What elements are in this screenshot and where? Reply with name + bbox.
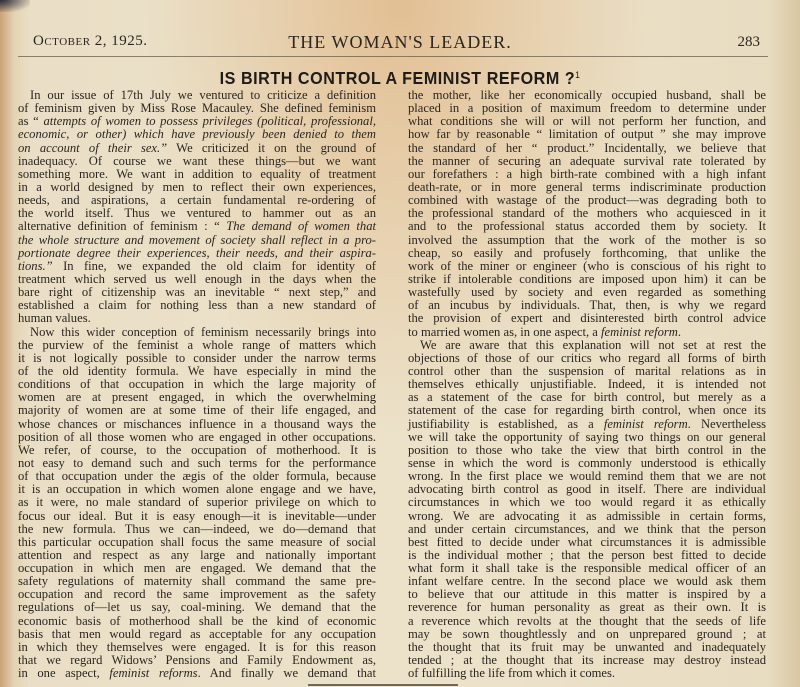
text-line: to married women as, in one aspect, a feminist reform. bbox=[408, 324, 682, 339]
page-number: 283 bbox=[737, 34, 760, 50]
text-line: wastefully used by society and even regarded as something bbox=[408, 285, 766, 300]
text-line: occupation and record the same improvement as the safety bbox=[18, 587, 376, 602]
text-line: to believe that our attitude in this matter is inspired by a bbox=[408, 587, 766, 602]
text-line: the manner of securing an adequate survival rate tolerated by bbox=[408, 153, 766, 168]
text-line: of fulfilling the life from which it comes. bbox=[408, 666, 616, 681]
text-line: and to the professional status accorded them by society. It bbox=[408, 219, 766, 234]
text-line: portionate degree their experiences, their needs, and their aspira- bbox=[18, 245, 376, 260]
text-line: majority of women are at some time of their life engaged, and bbox=[18, 403, 376, 418]
article-title-text: IS BIRTH CONTROL A FEMINIST REFORM ? bbox=[219, 68, 576, 88]
header-rule bbox=[18, 56, 768, 57]
text-line: reverence for human personality as great as their own. It is bbox=[408, 600, 766, 615]
text-line: it is an occupation in which women alone engage and we have, bbox=[18, 482, 376, 497]
text-line: it is not logically possible to consider under the narrow terms bbox=[18, 350, 376, 365]
text-line: the whole structure and movement of society shall reflect in a pro- bbox=[18, 232, 376, 247]
text-line: work of the miner or engineer (who is conscious of his right to bbox=[408, 258, 766, 273]
text-line: that we regard Widows’ Pensions and Family Endowment as, bbox=[18, 653, 376, 668]
text-line: cheap, so easily and profusely forthcoming, that unlike the bbox=[408, 245, 766, 260]
text-line: in one aspect, feminist reforms. And finally we demand that bbox=[18, 666, 376, 681]
text-line: bare right of citizenship was an inevitable “ next step,” and bbox=[18, 285, 376, 300]
text-line: our forefathers : a high birth-rate combined with a high infant bbox=[408, 166, 766, 181]
text-line: tions.” In fine, we expanded the old claim for identity of bbox=[18, 258, 376, 273]
text-line: of the old identity formula. We have especially in mind the bbox=[18, 363, 376, 378]
text-line: circumstances in which we too would regard it as ethically bbox=[408, 495, 766, 510]
right-column bbox=[408, 89, 766, 680]
issue-date: October 2, 1925. bbox=[33, 33, 148, 49]
binding-shadow bbox=[0, 0, 30, 12]
text-line: of feminism given by Miss Rose Macauley. She defined feminism bbox=[18, 101, 376, 116]
text-line: of an incubus by individuals. That, then, is why we regard bbox=[408, 298, 766, 313]
text-line: We refer, of course, to the occupation of motherhood. It is bbox=[18, 442, 376, 457]
article-title bbox=[32, 68, 768, 89]
text-line: human values. bbox=[18, 311, 91, 326]
text-line: the world itself. Thus we ventured to hammer out as an bbox=[18, 206, 376, 221]
text-line: We are aware that this explanation will not set at rest the bbox=[420, 337, 766, 352]
text-line: sense in which the word is commonly understood is ethically bbox=[408, 455, 766, 470]
text-line: this particular occupation shall focus the same measure of social bbox=[18, 534, 376, 549]
text-line: involved the assumption that the work of the mother is so bbox=[408, 232, 766, 247]
text-line: on account of their sex.” We criticized it on the ground of bbox=[18, 140, 376, 155]
text-line: as “ attempts of women to possess privileges (political, professional, bbox=[18, 114, 376, 129]
text-line: economic, or other) which have previously been denied to them bbox=[18, 127, 376, 142]
text-line: may be sown thoughtlessly and on unprepared ground ; at bbox=[408, 626, 766, 641]
text-line: justifiability is established, as a feminist reform. Nevertheless bbox=[408, 416, 766, 431]
text-line: economic basis of motherhood shall be the kind of economic bbox=[18, 613, 376, 628]
text-line: objections of those of our critics who regard all forms of birth bbox=[408, 350, 766, 365]
text-line: position to those who take the view that birth control in the bbox=[408, 442, 766, 457]
text-line: what conditions she will or will not perform her function, and bbox=[408, 114, 766, 129]
text-line: regulations of—let us say, coal-mining. We demand that the bbox=[18, 600, 376, 615]
text-line: the professional standard of the mothers who acquiesced in it bbox=[408, 206, 766, 221]
text-line: how far by reasonable “ limitation of output ” she may improve bbox=[408, 127, 766, 142]
text-line: advocating birth control as good in itself. There are individual bbox=[408, 482, 766, 497]
text-line: placed in a position of maximum freedom to determine under bbox=[408, 101, 766, 116]
text-line: attention and respect as any large and nationally important bbox=[18, 547, 376, 562]
text-line: established a claim for nothing less than a new standard of bbox=[18, 298, 376, 313]
text-line: of that occupation under the ægis of the older formula, because bbox=[18, 469, 376, 484]
text-line: whose chances or mischances influence in a thousand ways the bbox=[18, 416, 376, 431]
publication-title: THE WOMAN'S LEADER. bbox=[288, 32, 512, 52]
text-line: and under certain circumstances, and we think that the person bbox=[408, 521, 766, 536]
text-line: not easy to demand such and such terms for the performance bbox=[18, 455, 376, 470]
text-line: a reverence which revolts at the thought that the seeds of life bbox=[408, 613, 766, 628]
text-line: combined with wastage of the product—was degrading both to bbox=[408, 193, 766, 208]
footer-rule bbox=[308, 684, 458, 686]
text-line: Now this wider conception of feminism necessarily brings into bbox=[30, 324, 376, 339]
text-line: in which they themselves were engaged. It is for this reason bbox=[18, 639, 376, 654]
text-line: best fitted to decide under what circumstances it is admissible bbox=[408, 534, 766, 549]
text-line: inadequacy. Of course we want these things—but we want bbox=[18, 153, 376, 168]
text-line: position of all those women who are engaged in other occupations. bbox=[18, 429, 376, 444]
text-line: the provision of expert and disinterested birth control advice bbox=[408, 311, 766, 326]
text-line: infant welfare centre. In the second place we would ask them bbox=[408, 574, 766, 589]
text-line: as a statement of the case for birth control, but merely as a bbox=[408, 390, 766, 405]
text-line: alternative definition of feminism : “ The demand of women that bbox=[18, 219, 376, 234]
left-column bbox=[18, 89, 376, 680]
text-line: something more. We want in addition to equality of treatment bbox=[18, 166, 376, 181]
text-line: treatment which served us well enough in the days when the bbox=[18, 271, 376, 286]
text-line: is the individual mother ; that the person best fitted to decide bbox=[408, 547, 766, 562]
text-line: control other than the suspension of marital relations as in bbox=[408, 363, 766, 378]
text-line: the new formula. Thus we can—indeed, we do—demand that bbox=[18, 521, 376, 536]
running-head bbox=[30, 33, 770, 53]
text-line: the thought that its fruit may be unwanted and inadequately bbox=[408, 639, 766, 654]
text-line: we will take the opportunity of saying two things on our general bbox=[408, 429, 766, 444]
text-line: wrong. We are advocating it as admissible in certain forms, bbox=[408, 508, 766, 523]
text-line: death-rate, or in more general terms indiscriminate production bbox=[408, 179, 766, 194]
text-line: In our issue of 17th July we ventured to criticize a definition bbox=[30, 88, 376, 102]
text-line: basis that men would regard as acceptable for any occupation bbox=[18, 626, 376, 641]
text-line: strike if intolerable conditions are imposed upon him) it can be bbox=[408, 271, 766, 286]
text-line: the mother, like her economically occupied husband, shall be bbox=[408, 88, 766, 102]
text-line: wrong. In the first place we would remind them that we are not bbox=[408, 469, 766, 484]
text-line: occupation in which men are engaged. We demand that the bbox=[18, 561, 376, 576]
text-line: focus our ideal. But it is easy enough—it is inevitable—under bbox=[18, 508, 376, 523]
text-line: safety regulations of maternity shall command the same pre- bbox=[18, 574, 376, 589]
text-line: conditions of that occupation in which the large majority of bbox=[18, 377, 376, 392]
text-line: women are at present engaged, in which the overwhelming bbox=[18, 390, 376, 405]
text-line: tended ; at the thought that its increase may destroy instead bbox=[408, 653, 766, 668]
footnote-marker: 1 bbox=[575, 70, 581, 80]
text-line: needs, and aspirations, a certain fundamental re-ordering of bbox=[18, 193, 376, 208]
text-line: the standard of her “ product.” Incidentally, we believe that bbox=[408, 140, 766, 155]
text-line: themselves ethically unjustifiable. Indeed, it is intended not bbox=[408, 377, 766, 392]
text-line: as it were, no male standard of superior privilege on which to bbox=[18, 495, 376, 510]
text-line: in a world designed by men to reflect their own experiences, bbox=[18, 179, 376, 194]
text-line: statement of the case for regarding birth control, when once its bbox=[408, 403, 766, 418]
text-line: what form it shall take is the responsible medical officer of an bbox=[408, 561, 766, 576]
text-line: the purview of the feminist a whole range of matters which bbox=[18, 337, 376, 352]
